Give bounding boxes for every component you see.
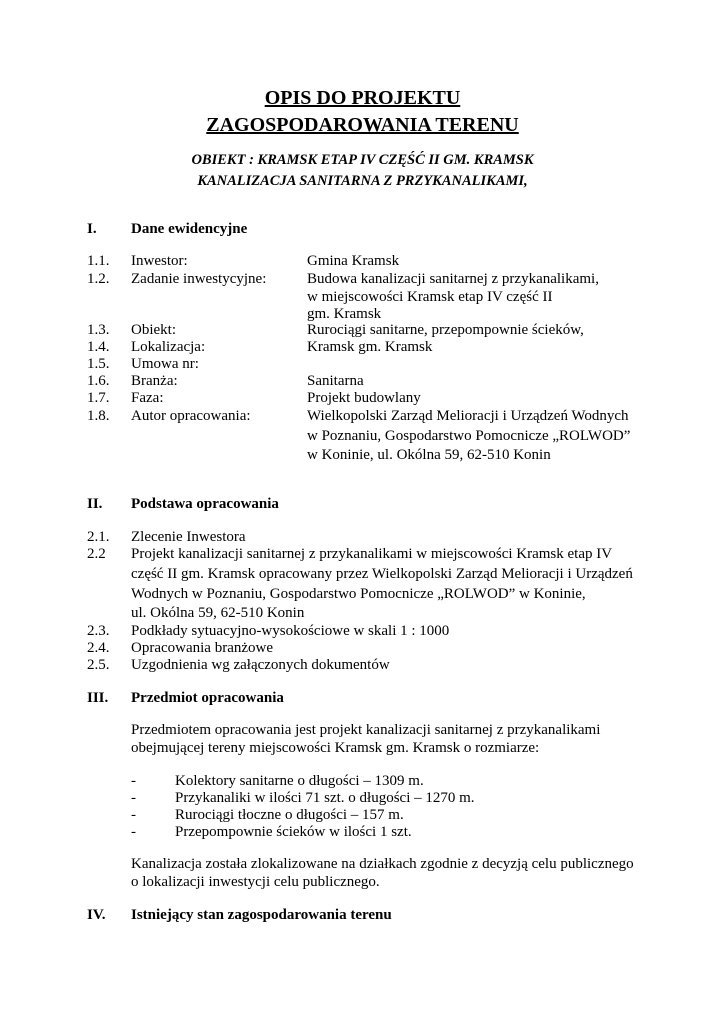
item-number: 2.3. <box>87 623 110 639</box>
row-value: Sanitarna <box>307 373 364 389</box>
section-1-number: I. <box>87 221 97 237</box>
item-number: 2.5. <box>87 657 110 673</box>
bullet-dash: - <box>131 773 136 789</box>
row-number: 1.1. <box>87 253 110 269</box>
subtitle-line-1: OBIEKT : KRAMSK ETAP IV CZĘŚĆ II GM. KRAMSK <box>191 152 534 168</box>
paragraph-line: Kanalizacja została zlokalizowane na działkach zgodnie z decyzją celu publicznego <box>131 856 634 872</box>
row-value-continued: gm. Kramsk <box>307 306 382 322</box>
row-value: Kramsk gm. Kramsk <box>307 339 433 355</box>
section-1-heading: Dane ewidencyjne <box>131 221 248 237</box>
row-number: 1.5. <box>87 356 110 372</box>
item-number: 2.1. <box>87 529 110 545</box>
row-value: Rurociągi sanitarne, przepompownie ścieków, <box>307 322 584 338</box>
row-label: Inwestor: <box>131 253 188 269</box>
paragraph-line: Przedmiotem opracowania jest projekt kanalizacji sanitarnej z przykanalikami <box>131 722 601 738</box>
item-number: 2.4. <box>87 640 110 656</box>
row-label: Faza: <box>131 390 164 406</box>
bullet-text: Przykanaliki w ilości 71 szt. o długości – 1270 m. <box>175 790 475 806</box>
row-number: 1.7. <box>87 390 110 406</box>
item-text-continued: ul. Okólna 59, 62-510 Konin <box>131 605 305 621</box>
row-number: 1.8. <box>87 408 110 424</box>
row-value-continued: w Koninie, ul. Okólna 59, 62-510 Konin <box>307 447 551 463</box>
bullet-text: Rurociągi tłoczne o długości – 157 m. <box>175 807 404 823</box>
bullet-text: Przepompownie ścieków w ilości 1 szt. <box>175 824 412 840</box>
row-label: Autor opracowania: <box>131 408 251 424</box>
item-text: Opracowania branżowe <box>131 640 274 656</box>
item-text: Zlecenie Inwestora <box>131 529 246 545</box>
row-label: Lokalizacja: <box>131 339 206 355</box>
bullet-dash: - <box>131 807 136 823</box>
section-2-number: II. <box>87 496 103 512</box>
row-value: Budowa kanalizacji sanitarnej z przykanalikami, <box>307 271 599 287</box>
row-number: 1.2. <box>87 271 110 287</box>
item-text-continued: część II gm. Kramsk opracowany przez Wielkopolski Zarząd Melioracji i Urządzeń <box>131 566 633 582</box>
paragraph-line: obejmującej tereny miejscowości Kramsk gm. Kramsk o rozmiarze: <box>131 740 540 756</box>
row-value-continued: w miejscowości Kramsk etap IV część II <box>307 289 553 305</box>
row-value: Gmina Kramsk <box>307 253 400 269</box>
subtitle-line-2: KANALIZACJA SANITARNA Z PRZYKANALIKAMI, <box>197 173 528 189</box>
bullet-dash: - <box>131 824 136 840</box>
bullet-dash: - <box>131 790 136 806</box>
item-text: Uzgodnienia wg załączonych dokumentów <box>131 657 390 673</box>
section-3-number: III. <box>87 690 109 706</box>
item-text: Projekt kanalizacji sanitarnej z przykanalikami w miejscowości Kramsk etap IV <box>131 546 613 562</box>
paragraph-line: o lokalizacji inwestycji celu publicznego. <box>131 874 380 890</box>
title-line-1: OPIS DO PROJEKTU <box>264 87 461 109</box>
row-number: 1.4. <box>87 339 110 355</box>
section-3-heading: Przedmiot opracowania <box>131 690 284 706</box>
item-text: Podkłady sytuacyjno-wysokościowe w skali 1 : 1000 <box>131 623 450 639</box>
section-2-heading: Podstawa opracowania <box>131 496 279 512</box>
section-4-heading: Istniejący stan zagospodarowania terenu <box>131 907 392 923</box>
row-label: Umowa nr: <box>131 356 199 372</box>
item-text-continued: Wodnych w Poznaniu, Gospodarstwo Pomocnicze „ROLWOD” w Koninie, <box>131 586 586 602</box>
row-label: Branża: <box>131 373 178 389</box>
row-label: Zadanie inwestycyjne: <box>131 271 267 287</box>
row-number: 1.3. <box>87 322 110 338</box>
title-line-2: ZAGOSPODAROWANIA TERENU <box>206 114 519 136</box>
row-value: Projekt budowlany <box>307 390 421 406</box>
row-label: Obiekt: <box>131 322 176 338</box>
section-4-number: IV. <box>87 907 106 923</box>
row-value-continued: w Poznaniu, Gospodarstwo Pomocnicze „ROLWOD” <box>307 428 631 444</box>
row-value: Wielkopolski Zarząd Melioracji i Urządzeń Wodnych <box>307 408 629 424</box>
item-number: 2.2 <box>87 546 106 562</box>
bullet-text: Kolektory sanitarne o długości – 1309 m. <box>175 773 424 789</box>
row-number: 1.6. <box>87 373 110 389</box>
